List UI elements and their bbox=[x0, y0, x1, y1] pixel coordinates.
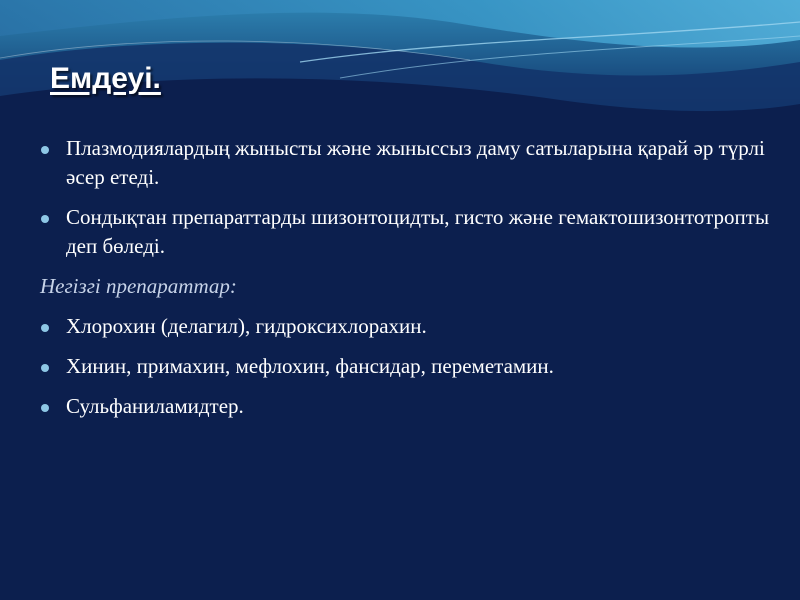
slide-title: Емдеуі. bbox=[50, 62, 161, 95]
bullet-item bbox=[38, 312, 778, 341]
section-subheading: Негізгі препараттар: bbox=[40, 274, 237, 298]
bullet-text: Хлорохин (делагил), гидроксихлорахин. bbox=[66, 314, 427, 338]
bullet-icon bbox=[41, 364, 49, 372]
bullet-icon bbox=[41, 404, 49, 412]
bullet-text: Сульфаниламидтер. bbox=[66, 394, 244, 418]
bullet-item bbox=[38, 352, 778, 381]
bullet-item bbox=[38, 392, 778, 421]
slide-content bbox=[38, 134, 778, 432]
bullet-text: Сондықтан препараттарды шизонтоцидты, гисто және гемактошизонтотропты деп бөледі. bbox=[66, 205, 770, 258]
bullet-icon bbox=[41, 215, 49, 223]
bullet-text: Плазмодиялардың жынысты және жыныссыз даму сатыларына қарай әр түрлі әсер етеді. bbox=[66, 136, 765, 189]
bullet-item bbox=[38, 203, 778, 261]
bullet-text: Хинин, примахин, мефлохин, фансидар, переметамин. bbox=[66, 354, 554, 378]
bullet-icon bbox=[41, 324, 49, 332]
bullet-item bbox=[38, 134, 778, 192]
bullet-icon bbox=[41, 146, 49, 154]
